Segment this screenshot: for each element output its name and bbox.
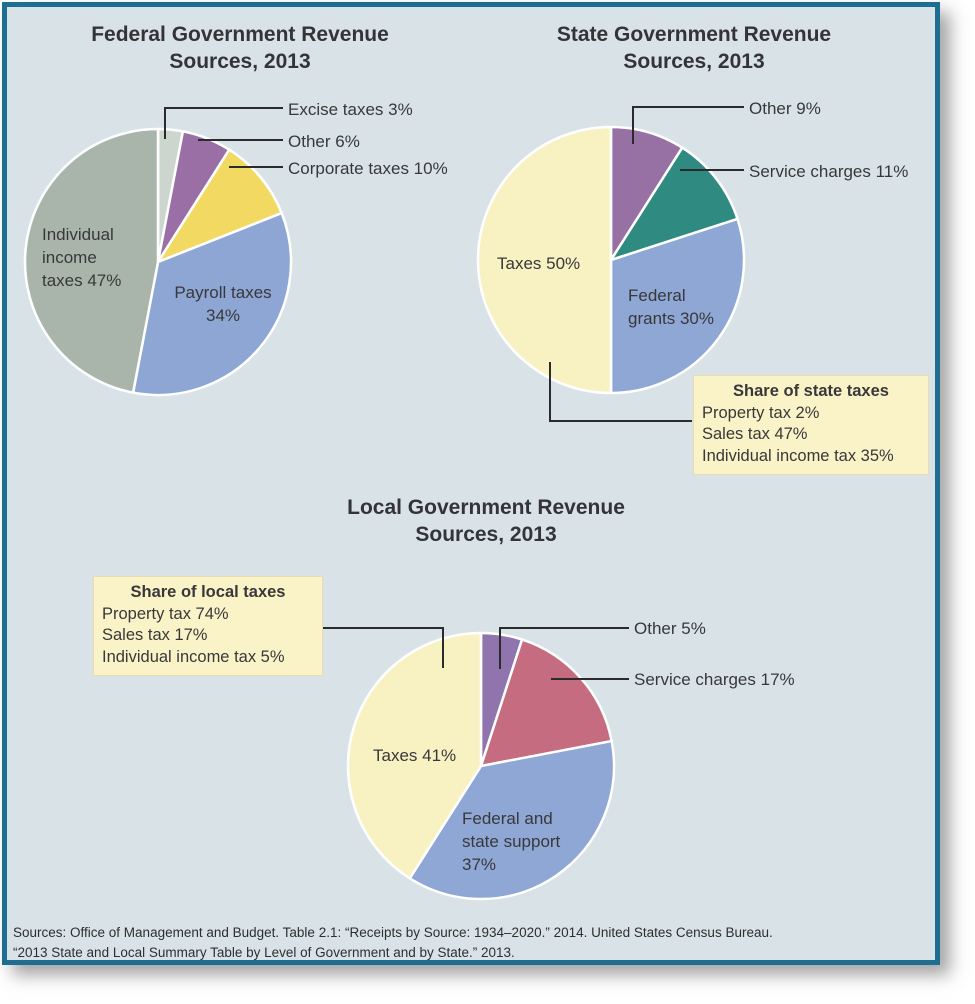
federal-individual-label-line1: Individual [42,225,114,244]
state-taxes-callout-box [693,375,929,475]
state-title-line2: Sources, 2013 [623,50,765,73]
state-grants-label-line2: grants 30% [628,309,714,328]
federal-excise-label: Excise taxes 3% [288,100,413,119]
local-callout-sales-tax: Sales tax 17% [102,626,208,644]
state-callout-property-tax: Property tax 2% [702,403,820,422]
federal-payroll-label [158,281,288,327]
local-support-label-line1: Federal and [462,809,553,828]
local-support-label-line2: state support [462,832,561,851]
state-service-label: Service charges 11% [749,162,909,181]
federal-corporate-label: Corporate taxes 10% [288,159,448,178]
federal-other-label: Other 6% [288,132,360,151]
local-chart-title [286,494,686,548]
state-taxes-label: Taxes 50% [497,254,581,273]
local-title-line2: Sources, 2013 [415,523,557,546]
state-chart-title [494,21,894,75]
local-callout-income-tax: Individual income tax 5% [102,647,285,666]
state-other-label: Other 9% [749,99,821,118]
local-title-line1: Local Government Revenue [347,496,625,519]
local-other-label: Other 5% [634,619,706,638]
local-taxes-label: Taxes 41% [373,746,457,765]
federal-chart-title [40,21,440,75]
sources-note [13,923,773,963]
sources-line2: “2013 State and Local Summary Table by Level of Government and by State.” 2013. [13,945,515,960]
local-callout-property-tax: Property tax 74% [102,604,229,623]
local-callout-heading: Share of local taxes [130,583,286,601]
federal-payroll-label-line2: 34% [205,306,241,325]
federal-payroll-label-line1: Payroll taxes [174,283,272,302]
sources-line1: Sources: Office of Management and Budget. Table 2.1: “Receipts by Source: 1934–2020.” 2014. United States Census Bureau. [13,925,773,940]
state-grants-label [628,284,714,330]
local-support-label [462,807,560,876]
federal-title-line1: Federal Government Revenue [91,23,389,46]
local-taxes-callout-box [93,576,323,676]
federal-individual-label-line2: income [42,248,97,267]
state-callout-income-tax: Individual income tax 35% [702,446,894,465]
local-service-label: Service charges 17% [634,670,795,689]
state-callout-sales-tax: Sales tax 47% [702,425,808,443]
state-grants-label-line1: Federal [628,286,686,305]
local-support-label-line3: 37% [462,855,497,874]
state-callout-heading: Share of state taxes [733,382,889,400]
federal-title-line2: Sources, 2013 [169,50,311,73]
federal-individual-label [42,223,121,292]
state-title-line1: State Government Revenue [556,23,832,46]
federal-individual-label-line3: taxes 47% [42,271,122,290]
